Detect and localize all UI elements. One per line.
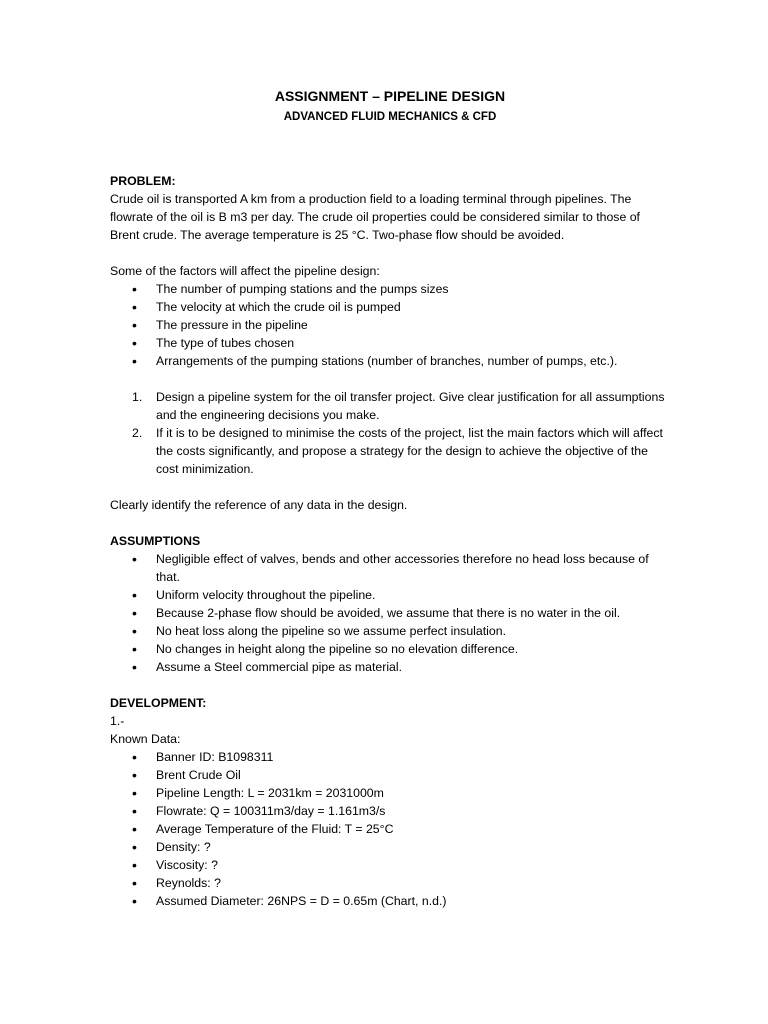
known-data-item: • Flowrate: Q = 100311m3/day = 1.161m3/s	[110, 802, 670, 820]
tasks-list	[110, 388, 670, 478]
factors-intro: Some of the factors will affect the pipeline design:	[110, 264, 380, 278]
known-data-item: • Banner ID: B1098311	[110, 748, 670, 766]
document-content	[110, 86, 670, 910]
known-data-item: • Average Temperature of the Fluid: T = 25°C	[110, 820, 670, 838]
factor-item: • The pressure in the pipeline	[110, 316, 670, 334]
task-number: 2.	[132, 426, 143, 440]
assumption-item: • Because 2-phase flow should be avoided, we assume that there is no water in the oil.	[110, 604, 670, 622]
known-data-item: • Brent Crude Oil	[110, 766, 670, 784]
assumptions-list	[110, 550, 670, 676]
task-text: If it is to be designed to minimise the costs of the project, list the main factors which will affect the costs significantly, and propose a strategy for the design to achieve the objective of the cost minimization.	[156, 426, 663, 476]
factor-item: • The number of pumping stations and the pumps sizes	[110, 280, 670, 298]
reference-note: Clearly identify the reference of any data in the design.	[110, 498, 408, 512]
problem-heading: PROBLEM:	[110, 174, 176, 188]
factor-item: • The type of tubes chosen	[110, 334, 670, 352]
assumption-item: • No heat loss along the pipeline so we assume perfect insulation.	[110, 622, 670, 640]
known-data-item: • Viscosity: ?	[110, 856, 670, 874]
task-number: 1.	[132, 390, 143, 404]
known-data-item: • Pipeline Length: L = 2031km = 2031000m	[110, 784, 670, 802]
known-data-item: • Density: ?	[110, 838, 670, 856]
assumption-item: • Uniform velocity throughout the pipeline.	[110, 586, 670, 604]
factor-item: • Arrangements of the pumping stations (number of branches, number of pumps, etc.).	[110, 352, 670, 370]
task-item	[110, 388, 670, 424]
assumptions-heading: ASSUMPTIONS	[110, 534, 201, 548]
development-step: 1.-	[110, 714, 125, 728]
document-subtitle: ADVANCED FLUID MECHANICS & CFD	[283, 111, 497, 123]
factors-list	[110, 280, 670, 370]
assumption-item: • No changes in height along the pipeline so no elevation difference.	[110, 640, 670, 658]
assumption-item: • Assume a Steel commercial pipe as material.	[110, 658, 670, 676]
known-data-item: • Reynolds: ?	[110, 874, 670, 892]
task-item	[110, 424, 670, 478]
factor-item: • The velocity at which the crude oil is pumped	[110, 298, 670, 316]
problem-text: Crude oil is transported A km from a production field to a loading terminal through pipelines. The flowrate of the oil is B m3 per day. The crude oil properties could be considered similar to those of Brent crude. The average temperature is 25 °C. Two-phase flow should be avoided.	[110, 192, 640, 242]
development-heading: DEVELOPMENT:	[110, 696, 207, 710]
known-data-list	[110, 748, 670, 910]
known-data-label: Known Data:	[110, 732, 181, 746]
assumption-item: • Negligible effect of valves, bends and other accessories therefore no head loss because of that.	[110, 550, 670, 586]
known-data-item: • Assumed Diameter: 26NPS = D = 0.65m (Chart, n.d.)	[110, 892, 670, 910]
document-title: ASSIGNMENT – PIPELINE DESIGN	[274, 88, 506, 104]
task-text: Design a pipeline system for the oil transfer project. Give clear justification for all assumptions and the engineering decisions you make.	[156, 390, 665, 422]
